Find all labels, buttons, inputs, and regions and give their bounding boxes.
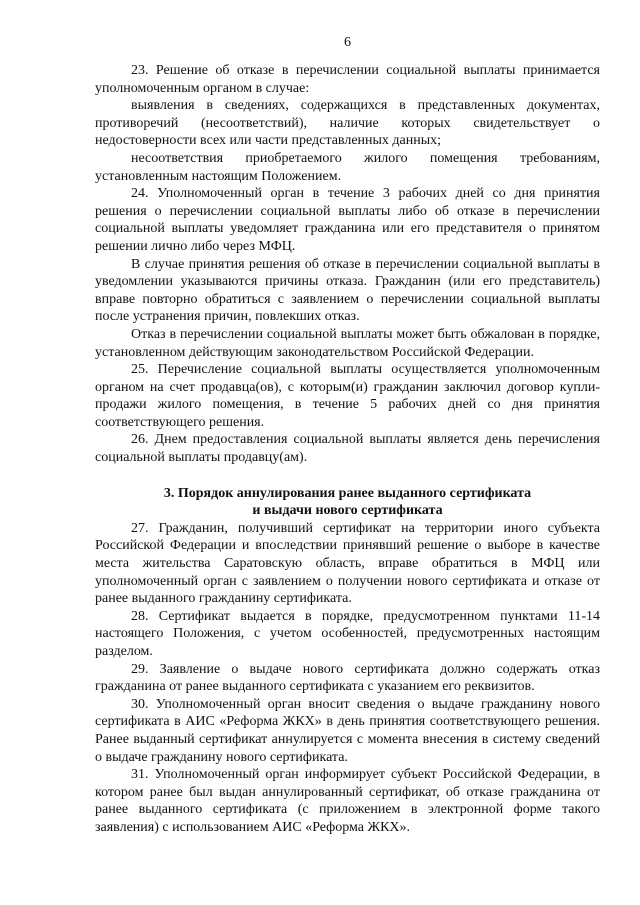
paragraph-24-appeal: Отказ в перечислении социальной выплаты может быть обжалован в порядке, установленном действующим законодательством Российской Федерации.	[95, 326, 600, 360]
paragraph-31: 31. Уполномоченный орган информирует субъект Российской Федерации, в котором ранее был выдан аннулированный сертификат, об отказе гражданина от ранее выданного сертификата (с приложением в электронной форме такого заявления) с использованием АИС «Реформа ЖКХ».	[95, 767, 600, 835]
section-heading-line-1: 3. Порядок аннулирования ранее выданного сертификата	[163, 485, 532, 501]
body-text-lower	[95, 520, 600, 837]
paragraph-27: 27. Гражданин, получивший сертификат на территории иного субъекта Российской Федерации и впоследствии принявший решение о выборе в качестве места жительства Саратовскую область, вправе обратиться в МФЦ или уполномоченный орган с заявлением о получении нового сертификата и отказе от ранее выданного гражданину сертификата.	[95, 520, 600, 607]
paragraph-25: 25. Перечисление социальной выплаты осуществляется уполномоченным органом на счет продавца(ов), с которым(и) гражданин заключил договор купли-продажи жилого помещения, в течение 5 рабочих дней со дня принятия соответствующего решения.	[95, 362, 600, 430]
paragraph-23-case-1: выявления в сведениях, содержащихся в представленных документах, противоречий (несоответствий), наличие которых свидетельствует о недостоверности всех или части представленных данных;	[95, 98, 600, 149]
paragraph-29: 29. Заявление о выдаче нового сертификата должно содержать отказ гражданина от ранее выданного сертификата с указанием его реквизитов.	[95, 661, 600, 695]
paragraph-24-refusal: В случае принятия решения об отказе в перечислении социальной выплаты в уведомлении указываются причины отказа. Гражданин (или его представитель) вправе повторно обратиться с заявлением о перечислении социальной выплаты после устранения причин, повлекших отказ.	[95, 256, 600, 325]
page-number: 6	[344, 35, 351, 50]
paragraph-24: 24. Уполномоченный орган в течение 3 рабочих дней со дня принятия решения о перечислении социальной выплаты либо об отказе в перечислении социальной выплаты уведомляет гражданина или его представителя о принятом решении лично либо через МФЦ.	[95, 186, 600, 254]
body-text-upper	[95, 62, 600, 467]
section-heading	[95, 485, 600, 520]
paragraph-23: 23. Решение об отказе в перечислении социальной выплаты принимается уполномоченным органом в случае:	[95, 63, 600, 96]
section-heading-line-2: и выдачи нового сертификата	[252, 503, 443, 519]
paragraph-30: 30. Уполномоченный орган вносит сведения о выдаче гражданину нового сертификата в АИС «Реформа ЖКХ» в день принятия соответствующего решения. Ранее выданный сертификат аннулируется с момента внесения в систему сведений о выдаче гражданину нового сертификата.	[95, 696, 600, 765]
paragraph-28: 28. Сертификат выдается в порядке, предусмотренном пунктами 11-14 настоящего Положения, с учетом особенностей, предусмотренных настоящим разделом.	[95, 608, 600, 659]
paragraph-26: 26. Днем предоставления социальной выплаты является день перечисления социальной выплаты продавцу(ам).	[95, 432, 600, 466]
paragraph-23-case-2: несоответствия приобретаемого жилого помещения требованиям, установленным настоящим Положением.	[95, 150, 600, 184]
